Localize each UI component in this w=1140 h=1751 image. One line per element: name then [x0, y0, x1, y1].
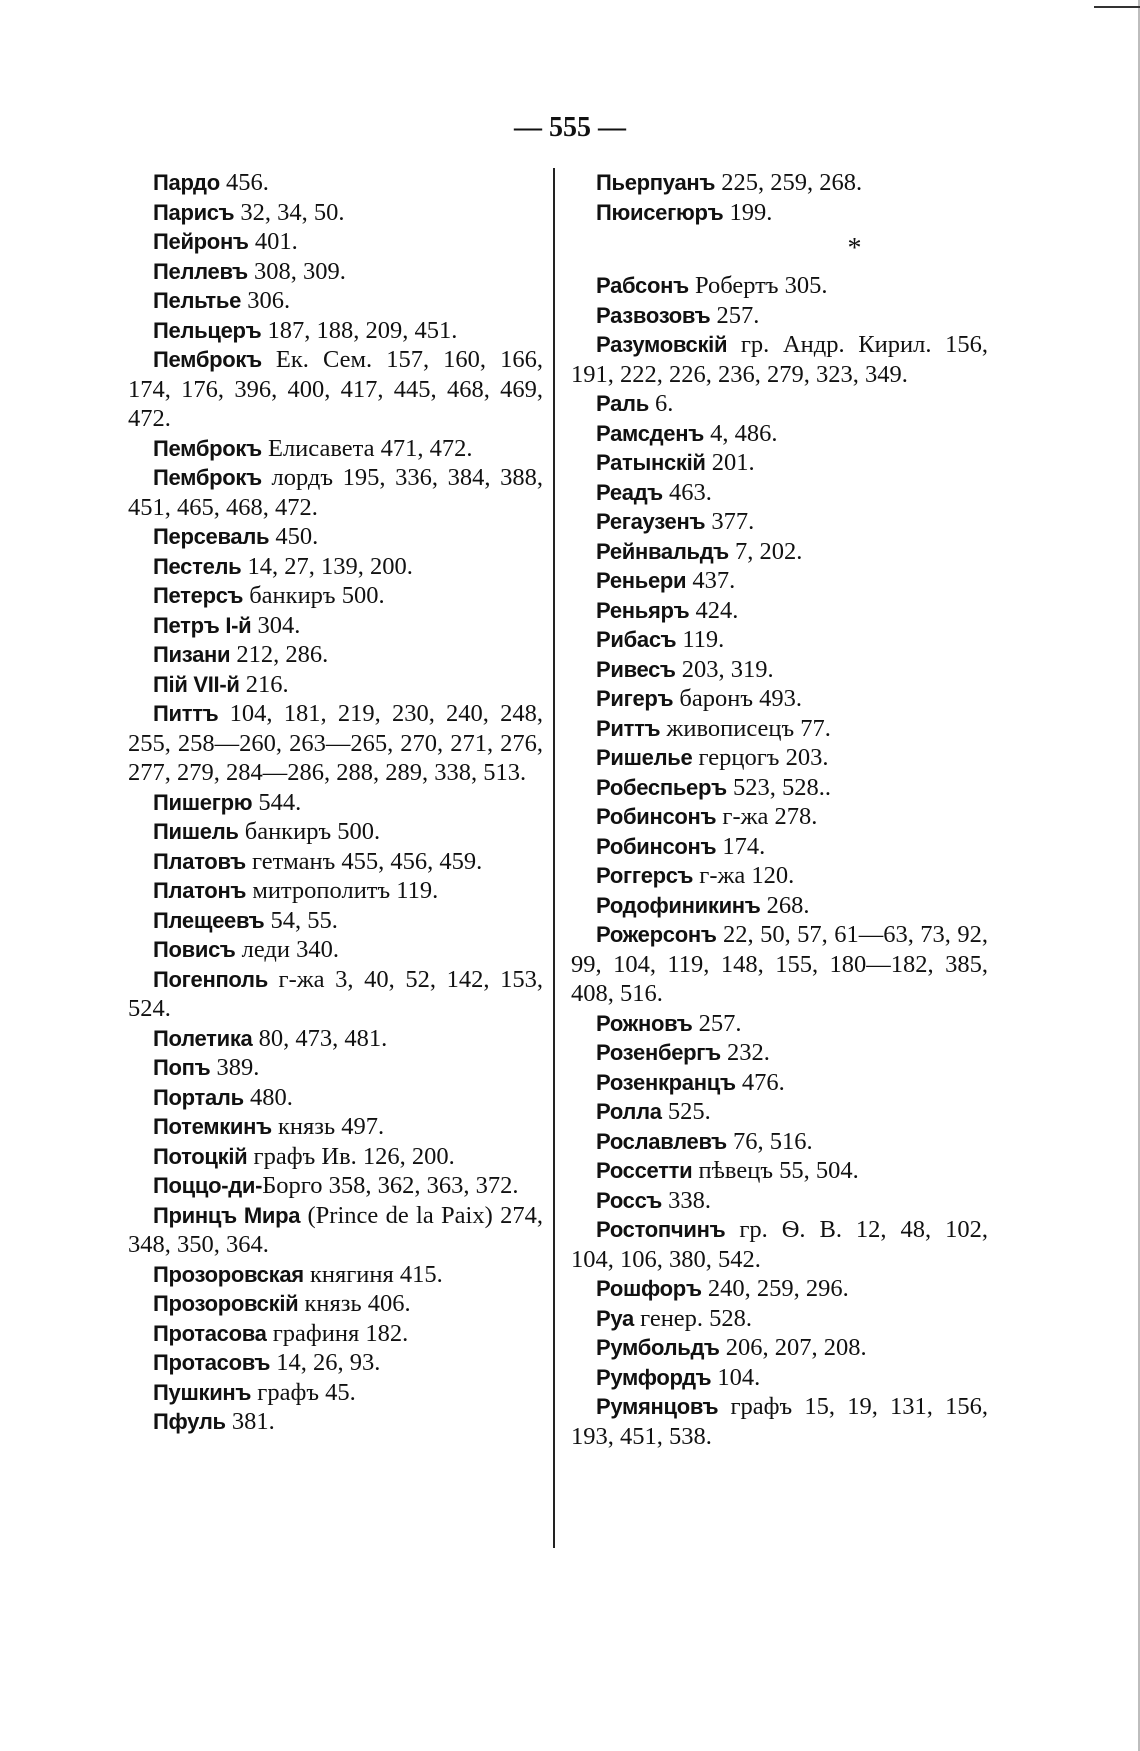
entry-pages: 22, 50, 57, 61—63, 73, 92, 99, 104, 119, 148, 155, 180—182, 385, 408, 516. [571, 921, 988, 1007]
entry-pages: 463. [662, 478, 712, 506]
entry-pages: 308, 309. [247, 257, 346, 285]
entry-name: Пестель [153, 553, 242, 579]
entry-name: Принцъ Мира [153, 1202, 301, 1228]
index-entry [571, 920, 988, 1009]
index-entry [571, 1156, 988, 1186]
index-entry [128, 670, 543, 700]
entry-name: Пфуль [153, 1409, 226, 1434]
entry-name: Регаузенъ [596, 509, 706, 534]
index-entry [128, 1024, 543, 1054]
entry-name: Ришелье [596, 745, 693, 770]
entry-pages: 480. [243, 1083, 293, 1111]
entry-name: Рошфоръ [596, 1276, 702, 1301]
index-entry [128, 906, 543, 936]
entry-name: Плещеевъ [153, 907, 265, 933]
index-entry [128, 552, 543, 582]
index-entry [128, 1260, 543, 1290]
index-entry [571, 271, 988, 301]
entry-name: Рославлевъ [596, 1128, 727, 1154]
entry-pages: генер. 528. [633, 1304, 753, 1332]
entry-pages: 14, 26, 93. [270, 1349, 381, 1376]
index-entry [128, 1407, 543, 1437]
entry-pages: 544. [252, 788, 302, 816]
entry-name: Протасовъ [153, 1350, 271, 1375]
index-entry [128, 1378, 543, 1408]
entry-name: Родофиникинъ [596, 892, 761, 918]
entry-pages: Елисавета 471, 472. [261, 434, 473, 462]
entry-name: Руа [596, 1305, 634, 1331]
entry-name: Пеллевъ [153, 258, 248, 284]
index-entry [128, 345, 543, 434]
entry-pages: графъ 45. [251, 1378, 356, 1406]
index-entry [128, 168, 543, 198]
index-entry [571, 802, 988, 832]
entry-name: Реадъ [596, 479, 663, 505]
index-entry [571, 1392, 988, 1451]
entry-name: Рожерсонъ [596, 922, 717, 947]
entry-pages: 401. [248, 228, 298, 255]
index-entry [571, 168, 988, 198]
entry-name: Ролла [596, 1099, 662, 1124]
entry-name: Порталь [153, 1084, 244, 1110]
entry-pages: г-жа 120. [693, 862, 795, 889]
index-entry [571, 1068, 988, 1098]
index-entry [128, 1083, 543, 1113]
entry-pages: 104. [711, 1363, 761, 1391]
entry-name: Персеваль [153, 524, 270, 549]
index-entry [128, 581, 543, 611]
entry-name: Робинсонъ [596, 804, 717, 829]
entry-pages: гетманъ 455, 456, 459. [245, 847, 483, 875]
entry-pages: 450. [269, 523, 319, 550]
entry-pages: гр. Ѳ. В. 12, 48, 102, 104, 106, 380, 542. [571, 1216, 988, 1273]
entry-name: Платонъ [153, 878, 247, 903]
entry-name: Пишегрю [153, 789, 253, 815]
index-entry [571, 625, 988, 655]
entry-name: Пьерпуанъ [596, 170, 716, 195]
entry-pages: 257. [710, 301, 760, 329]
index-entry [571, 891, 988, 921]
entry-name: Пій VII-й [153, 671, 240, 697]
index-entry [571, 1215, 988, 1274]
entry-pages: г-жа 278. [716, 803, 818, 830]
entry-name: Риттъ [596, 715, 661, 741]
entry-pages: княгиня 415. [303, 1260, 443, 1288]
index-entry [571, 507, 988, 537]
entry-name: Пюисегюръ [596, 199, 724, 225]
entry-pages: 240, 259, 296. [701, 1275, 849, 1302]
entry-name: Румянцовъ [596, 1394, 719, 1419]
index-entry [571, 1038, 988, 1068]
entry-name: Пельцеръ [153, 317, 262, 343]
index-entry [128, 227, 543, 257]
entry-pages: 187, 188, 209, 451. [261, 316, 458, 344]
entry-name: Ригеръ [596, 686, 674, 711]
entry-name: Робеспьеръ [596, 774, 727, 800]
entry-name: Потоцкій [153, 1143, 248, 1169]
entry-pages: Ек. Сем. 157, 160, 166, 174, 176, 396, 400, 417, 445, 468, 469, 472. [128, 346, 543, 432]
index-entry [571, 655, 988, 685]
index-entry [128, 1348, 543, 1378]
entry-name: Прозоровская [153, 1261, 304, 1287]
index-entry [571, 330, 988, 389]
page-number: — 555 — [514, 112, 626, 143]
index-entry [571, 448, 988, 478]
entry-pages: митрополитъ 119. [246, 877, 439, 904]
scan-edge-mark [1094, 6, 1140, 8]
entry-name: Поццо-ди- [153, 1173, 263, 1198]
entry-pages: 304. [251, 611, 301, 639]
index-entry [571, 861, 988, 891]
entry-name: Рейнвальдъ [596, 538, 729, 564]
index-entry [571, 1333, 988, 1363]
entry-pages: 268. [760, 891, 810, 919]
index-entry [571, 301, 988, 331]
entry-pages: 216. [239, 670, 289, 698]
entry-pages: 201. [705, 449, 755, 476]
index-entry [571, 537, 988, 567]
entry-name: Пемброкъ [153, 465, 262, 490]
index-entry [571, 832, 988, 862]
entry-name: Робинсонъ [596, 833, 717, 859]
entry-name: Ростопчинъ [596, 1217, 726, 1242]
index-column-right [571, 168, 988, 1451]
entry-pages: 104, 181, 219, 230, 240, 248, 255, 258—260, 263—265, 270, 271, 276, 277, 279, 284—286, 288, 289, 338, 513. [128, 700, 543, 786]
entry-pages: 76, 516. [726, 1127, 813, 1155]
entry-name: Погенполь [153, 966, 268, 992]
entry-pages: лордъ 195, 336, 384, 388, 451, 465, 468, 472. [128, 464, 543, 521]
entry-name: Румбольдъ [596, 1335, 720, 1360]
index-entry [571, 1186, 988, 1216]
entry-pages: 456. [219, 169, 269, 196]
entry-name: Разумовскій [596, 332, 728, 357]
entry-pages: 377. [705, 508, 755, 535]
entry-name: Россъ [596, 1187, 662, 1213]
entry-name: Пизани [153, 642, 231, 667]
entry-name: Пемброкъ [153, 347, 262, 372]
index-entry [128, 198, 543, 228]
entry-pages: графъ 15, 19, 131, 156, 193, 451, 538. [571, 1393, 988, 1450]
entry-name: Рожновъ [596, 1010, 693, 1036]
index-entry [128, 699, 543, 788]
index-entry [571, 596, 988, 626]
index-entry [571, 198, 988, 228]
entry-pages: 203, 319. [675, 655, 774, 683]
entry-pages: 54, 55. [264, 906, 338, 934]
index-entry [571, 773, 988, 803]
index-entry [571, 389, 988, 419]
entry-name: Платовъ [153, 848, 246, 874]
index-entry [571, 1009, 988, 1039]
entry-name: Питтъ [153, 701, 219, 726]
index-entry [571, 1304, 988, 1334]
entry-pages: 6. [648, 390, 674, 417]
index-entry [128, 1053, 543, 1083]
entry-pages: 7, 202. [728, 537, 803, 565]
entry-pages: 14, 27, 139, 200. [241, 552, 413, 580]
index-entry [128, 817, 543, 847]
index-entry [128, 965, 543, 1024]
entry-name: Ривесъ [596, 656, 676, 682]
entry-pages: (Prince de la Paix) 274, 348, 350, 364. [128, 1201, 543, 1258]
entry-pages: 424. [689, 596, 739, 624]
index-entry [128, 522, 543, 552]
entry-pages: банкиръ 500. [238, 818, 381, 845]
entry-pages: 119. [676, 626, 725, 653]
index-entry [571, 684, 988, 714]
index-entry [128, 257, 543, 287]
entry-pages: 257. [692, 1009, 742, 1037]
entry-pages: Робертъ 305. [688, 272, 828, 299]
entry-name: Полетика [153, 1025, 253, 1051]
entry-pages: графиня 182. [266, 1319, 409, 1347]
entry-name: Рамсденъ [596, 420, 704, 446]
entry-pages: князь 406. [298, 1290, 411, 1317]
index-entry [128, 847, 543, 877]
entry-pages: 4, 486. [703, 419, 778, 447]
index-entry [128, 1112, 543, 1142]
index-entry [128, 1201, 543, 1260]
entry-pages: герцогъ 203. [692, 744, 829, 771]
index-entry [128, 316, 543, 346]
entry-name: Пишель [153, 819, 239, 844]
entry-pages: леди 340. [235, 936, 339, 963]
entry-name: Повисъ [153, 937, 236, 962]
entry-pages: 338. [662, 1186, 711, 1214]
entry-name: Ратынскій [596, 450, 706, 475]
entry-name: Рибасъ [596, 627, 677, 652]
index-entry [571, 1097, 988, 1127]
index-entry [128, 463, 543, 522]
index-entry [128, 788, 543, 818]
entry-pages: 199. [723, 198, 773, 226]
entry-name: Роггерсъ [596, 863, 694, 888]
entry-name: Реньери [596, 568, 687, 593]
entry-pages: живописецъ 77. [660, 714, 831, 742]
entry-name: Попъ [153, 1055, 211, 1080]
entry-pages: 437. [686, 567, 736, 594]
entry-name: Розенбергъ [596, 1040, 721, 1065]
entry-pages: 212, 286. [230, 641, 329, 668]
column-divider [553, 168, 555, 1548]
entry-name: Рабсонъ [596, 273, 689, 298]
entry-pages: 523, 528.. [726, 773, 831, 801]
entry-name: Пельтье [153, 288, 242, 313]
entry-name: Пардо [153, 170, 220, 195]
index-entry [128, 1289, 543, 1319]
index-column-left [128, 168, 543, 1437]
index-entry [128, 434, 543, 464]
entry-pages: 232. [720, 1039, 770, 1066]
entry-pages: графъ Ив. 126, 200. [247, 1142, 455, 1170]
entry-pages: 225, 259, 268. [715, 169, 863, 196]
index-entry [571, 1127, 988, 1157]
entry-name: Россетти [596, 1158, 693, 1183]
index-entry [571, 419, 988, 449]
index-entry [571, 566, 988, 596]
entry-pages: 381. [225, 1408, 275, 1435]
index-entry [571, 743, 988, 773]
entry-name: Пемброкъ [153, 435, 262, 461]
index-entry [128, 286, 543, 316]
index-entry [571, 1274, 988, 1304]
entry-name: Протасова [153, 1320, 267, 1346]
index-entry [128, 876, 543, 906]
entry-name: Пушкинъ [153, 1379, 252, 1405]
index-entry [571, 714, 988, 744]
index-entry [128, 1142, 543, 1172]
entry-name: Пейронъ [153, 229, 249, 254]
entry-pages: 306. [241, 287, 291, 314]
entry-name: Розенкранцъ [596, 1069, 736, 1095]
index-entry [571, 478, 988, 508]
entry-name: Реньяръ [596, 597, 690, 623]
entry-pages: 80, 473, 481. [252, 1024, 388, 1052]
entry-pages: 32, 34, 50. [234, 198, 345, 226]
entry-pages: г-жа 3, 40, 52, 142, 153, 524. [128, 965, 543, 1022]
entry-pages: Борго 358, 362, 363, 372. [262, 1172, 519, 1199]
entry-pages: 389. [210, 1054, 260, 1081]
entry-name: Петерсъ [153, 583, 244, 608]
entry-name: Потемкинъ [153, 1114, 272, 1139]
section-separator: * [847, 233, 862, 264]
entry-pages: гр. Андр. Кирил. 156, 191, 222, 226, 236, 279, 323, 349. [571, 331, 988, 388]
index-entry [128, 611, 543, 641]
entry-pages: 476. [735, 1068, 785, 1096]
entry-pages: пѣвецъ 55, 504. [692, 1157, 859, 1184]
entry-pages: 206, 207, 208. [719, 1334, 867, 1361]
index-entry [571, 1363, 988, 1393]
entry-pages: князь 497. [271, 1113, 385, 1140]
entry-name: Парисъ [153, 199, 235, 225]
entry-name: Раль [596, 391, 649, 416]
entry-pages: 525. [661, 1098, 711, 1125]
entry-name: Развозовъ [596, 302, 711, 328]
index-entry [128, 1319, 543, 1349]
entry-pages: 174. [716, 832, 766, 860]
entry-name: Петръ I-й [153, 612, 252, 638]
index-entry [128, 640, 543, 670]
entry-pages: банкиръ 500. [243, 582, 385, 609]
index-entry [128, 1171, 543, 1201]
entry-name: Румфордъ [596, 1364, 712, 1390]
entry-name: Прозоровскій [153, 1291, 299, 1316]
entry-pages: баронъ 493. [673, 685, 803, 712]
index-entry [128, 935, 543, 965]
